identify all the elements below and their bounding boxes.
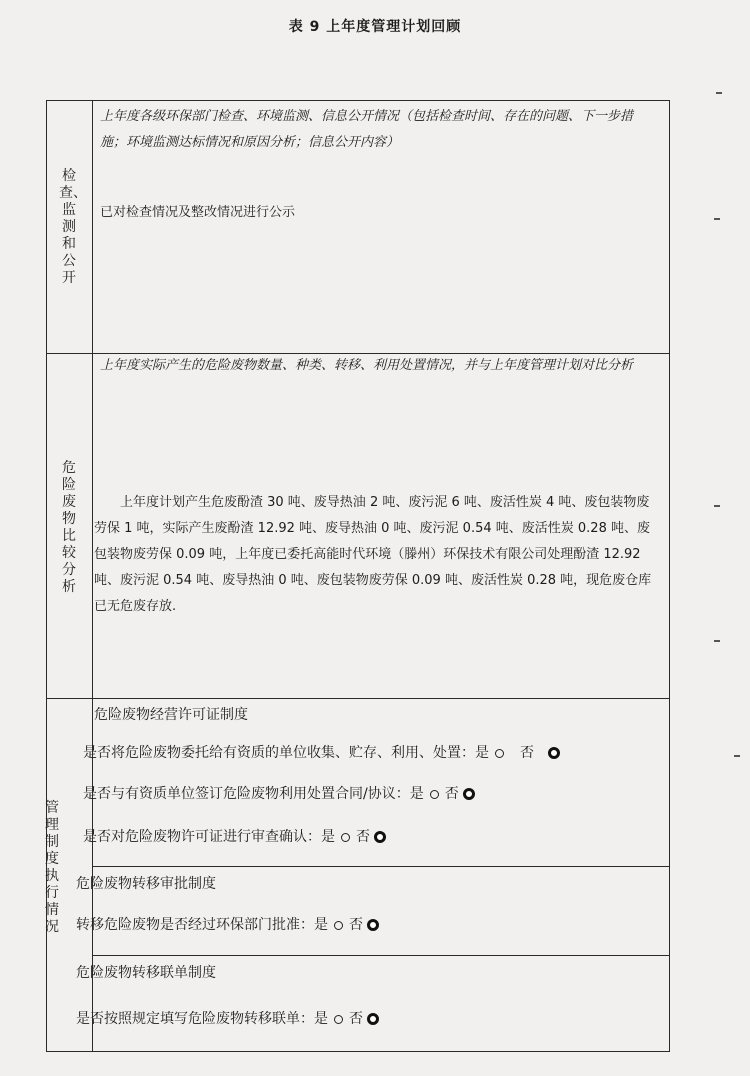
no-label: 否 — [356, 829, 370, 845]
waste-analysis-content: 上年度计划产生危废酚渣 30 吨、废导热油 2 吨、废污泥 6 吨、废活性炭 4 吨、废包装物废劳保 1 吨，实际产生废酚渣 12.92 吨、废导热油 0 吨、废污泥 0.54 吨、废活性炭 0.28 吨、废包装物废劳保 0.09 吨，上年度已委托高能时代环境（滕州）环保技术有限公司处理酚渣 12.92 吨、废污泥 0.54 吨、废导热油 0 吨、废包装物废劳保 0.09 吨、废活性炭 0.28 吨，现危废仓库已无危废存放. — [94, 495, 652, 614]
section-label-waste-analysis: 危险废物比较分析 — [62, 460, 76, 595]
yes-label: 是 — [314, 917, 328, 933]
no-radio-selected[interactable] — [463, 788, 475, 800]
question-text: 是否对危险废物许可证进行审查确认： — [83, 829, 321, 845]
yes-radio[interactable] — [334, 921, 343, 930]
question-text: 是否与有资质单位签订危险废物利用处置合同/协议： — [83, 786, 410, 802]
group-heading-transfer-manifest: 危险废物转移联单制度 — [76, 965, 216, 981]
waste-analysis-prompt: 上年度实际产生的危险废物数量、种类、转移、利用处置情况，并与上年度管理计划对比分析 — [100, 358, 634, 373]
section-label-management: 管理制度执行情况 — [45, 800, 59, 935]
yes-label: 是 — [409, 786, 424, 802]
yes-radio[interactable] — [495, 749, 504, 758]
table-title: 表 9 上年度管理计划回顾 — [288, 19, 462, 35]
subgroup-divider-2 — [92, 955, 670, 956]
no-radio-selected[interactable] — [374, 831, 386, 843]
question-text: 是否按照规定填写危险废物转移联单： — [76, 1011, 314, 1027]
group-heading-license: 危险废物经营许可证制度 — [94, 707, 248, 723]
question-row — [76, 914, 383, 934]
no-label: 否 — [349, 1011, 363, 1027]
margin-mark — [714, 505, 720, 507]
no-radio-selected[interactable] — [367, 919, 379, 931]
section-divider-2 — [46, 698, 670, 699]
subgroup-divider-1 — [92, 866, 670, 867]
yes-label: 是 — [321, 829, 335, 845]
no-label: 否 — [520, 745, 534, 761]
no-radio-selected[interactable] — [367, 1013, 379, 1025]
margin-mark — [734, 755, 740, 757]
yes-radio[interactable] — [430, 790, 439, 799]
margin-mark — [714, 218, 720, 220]
yes-radio[interactable] — [341, 833, 350, 842]
question-text: 是否将危险废物委托给有资质的单位收集、贮存、利用、处置： — [83, 745, 475, 761]
no-label: 否 — [349, 917, 363, 933]
yes-label: 是 — [475, 745, 489, 761]
question-row — [76, 1008, 383, 1028]
section-label-inspection: 检查、监测和公开 — [59, 168, 87, 286]
yes-radio[interactable] — [334, 1015, 343, 1024]
inspection-prompt: 上年度各级环保部门检查、环境监测、信息公开情况（包括检查时间、存在的问题、下一步措施；环境监测达标情况和原因分析；信息公开内容） — [100, 109, 634, 150]
yes-label: 是 — [314, 1011, 328, 1027]
question-row — [83, 742, 564, 762]
inspection-content: 已对检查情况及整改情况进行公示 — [100, 205, 296, 220]
label-column-divider — [92, 100, 93, 1052]
question-row — [83, 783, 479, 803]
question-text: 转移危险废物是否经过环保部门批准： — [76, 917, 314, 933]
no-radio-selected[interactable] — [548, 747, 560, 759]
margin-mark — [716, 92, 722, 94]
group-heading-transfer-approval: 危险废物转移审批制度 — [76, 876, 216, 892]
question-row — [83, 826, 390, 846]
no-label: 否 — [444, 786, 459, 802]
margin-mark — [714, 640, 720, 642]
